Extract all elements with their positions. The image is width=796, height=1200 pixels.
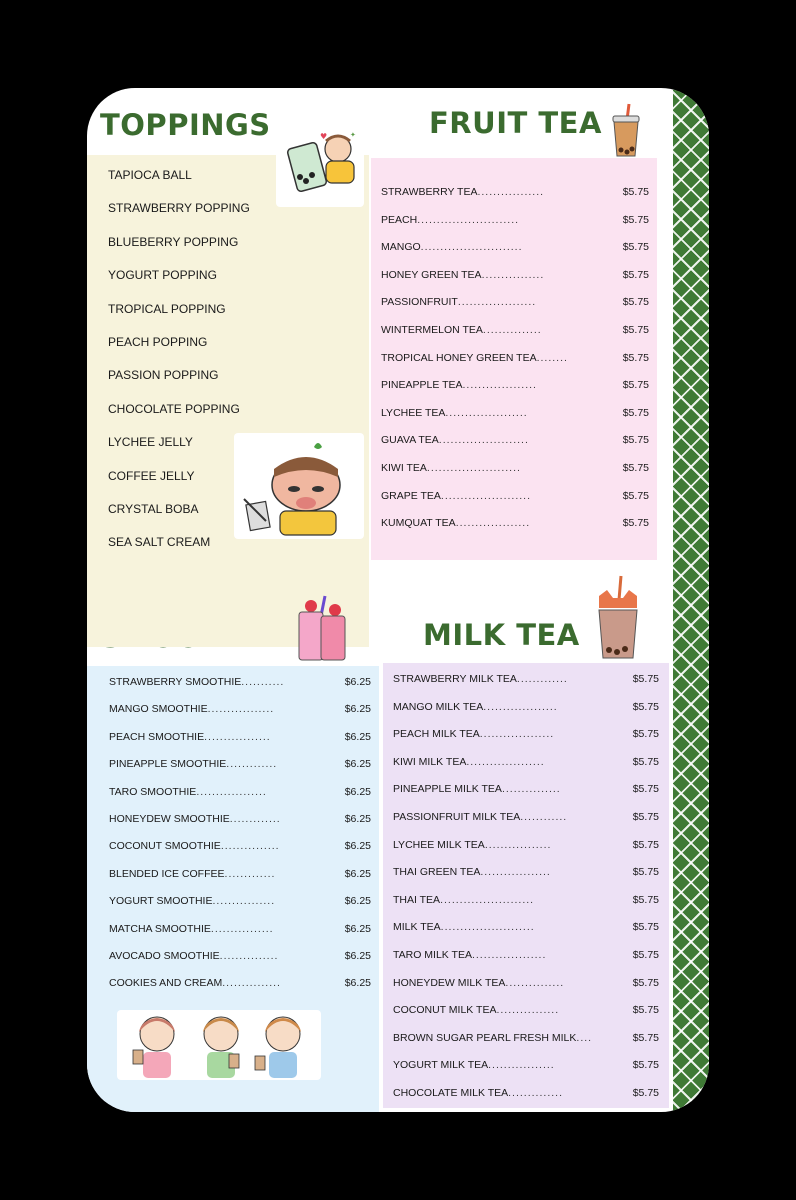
girls-drinking-illustration <box>117 1010 321 1080</box>
item-price: $5.75 <box>622 406 649 419</box>
dot-leader: ........ <box>536 351 568 364</box>
item-price: $5.75 <box>622 213 649 226</box>
topping-item: PASSION POPPING <box>108 368 219 383</box>
item-price: $6.25 <box>344 950 371 962</box>
menu-row <box>393 673 659 685</box>
item-name: TARO MILK TEA <box>393 949 472 961</box>
item-price: $5.75 <box>622 489 649 502</box>
menu-row <box>393 783 659 795</box>
item-price: $5.75 <box>632 949 659 961</box>
item-price: $6.25 <box>344 676 371 688</box>
item-name: PEACH MILK TEA <box>393 728 480 741</box>
menu-row <box>109 868 371 880</box>
topping-item: COFFEE JELLY <box>108 468 195 483</box>
item-price: $5.75 <box>632 976 659 989</box>
item-name: MANGO SMOOTHIE <box>109 703 208 716</box>
menu-row <box>393 866 659 878</box>
topping-item: YOGURT POPPING <box>108 268 217 283</box>
fruit-tea-panel <box>371 158 657 560</box>
dot-leader: ............. <box>226 758 278 771</box>
item-name: MILK TEA <box>393 921 441 934</box>
menu-row <box>109 703 371 715</box>
item-name: PINEAPPLE MILK TEA <box>393 783 502 796</box>
menu-row <box>109 676 371 688</box>
baby-drinking-illustration <box>276 127 364 207</box>
topping-item: TAPIOCA BALL <box>108 168 192 182</box>
menu-row <box>393 1059 659 1071</box>
dot-leader: ........... <box>241 676 285 688</box>
item-name: STRAWBERRY SMOOTHIE <box>109 676 242 688</box>
item-price: $6.25 <box>344 977 371 990</box>
item-name: PINEAPPLE TEA <box>381 379 463 392</box>
dot-leader: ................ <box>496 1004 560 1017</box>
menu-row <box>381 434 649 446</box>
menu-row <box>109 923 371 935</box>
dot-leader: ..................... <box>445 406 528 419</box>
dot-leader: ............... <box>222 977 281 990</box>
menu-row <box>109 895 371 907</box>
item-price: $6.25 <box>344 922 371 935</box>
item-price: $5.75 <box>622 296 649 309</box>
dot-leader: ................... <box>479 728 555 741</box>
topping-item: LYCHEE JELLY <box>108 435 193 450</box>
item-name: PINEAPPLE SMOOTHIE <box>109 758 227 771</box>
item-price: $5.75 <box>622 241 649 254</box>
menu-row <box>381 269 649 281</box>
menu-row <box>393 1032 659 1044</box>
svg-text:♥: ♥ <box>320 132 328 141</box>
fruit-tea-heading: FRUIT TEA <box>429 106 602 140</box>
dot-leader: .................. <box>196 785 267 798</box>
item-name: KIWI TEA <box>381 462 427 474</box>
item-name: THAI TEA <box>393 893 441 906</box>
bubble-tea-cup-icon <box>609 102 643 160</box>
dot-leader: .......................... <box>420 241 523 254</box>
dot-leader: ................... <box>462 379 537 392</box>
dot-leader: ................. <box>204 730 271 743</box>
dot-leader: .... <box>576 1031 593 1044</box>
item-price: $5.75 <box>632 728 659 741</box>
item-price: $5.75 <box>632 921 659 934</box>
item-price: $5.75 <box>632 811 659 823</box>
dot-leader: .................... <box>466 755 545 768</box>
item-name: YOGURT SMOOTHIE <box>109 895 213 908</box>
character-drinking-illustration <box>234 433 364 539</box>
svg-text:✦: ✦ <box>350 131 356 139</box>
menu-row <box>109 758 371 770</box>
item-price: $6.25 <box>344 813 371 825</box>
item-name: CHOCOLATE MILK TEA <box>393 1087 509 1099</box>
item-name: HONEY GREEN TEA <box>381 268 482 281</box>
item-price: $5.75 <box>632 1059 659 1072</box>
dot-leader: ............. <box>516 673 568 685</box>
item-price: $5.75 <box>632 838 659 851</box>
item-price: $6.25 <box>344 758 371 771</box>
menu-row <box>381 186 649 198</box>
dot-leader: ............... <box>219 950 279 962</box>
dot-leader: ................. <box>477 186 545 198</box>
menu-row <box>381 241 649 253</box>
milk-tea-cup-icon <box>593 574 643 664</box>
toppings-heading: TOPPINGS <box>100 108 271 142</box>
item-name: HONEYDEW MILK TEA <box>393 976 506 989</box>
item-name: LYCHEE TEA <box>381 406 446 419</box>
item-price: $6.25 <box>344 895 371 908</box>
item-name: PASSIONFRUIT MILK TEA <box>393 811 521 823</box>
menu-row <box>109 977 371 989</box>
menu-row <box>393 756 659 768</box>
item-price: $5.75 <box>632 783 659 796</box>
menu-row <box>393 701 659 713</box>
topping-item: CRYSTAL BOBA <box>108 502 199 516</box>
item-name: MANGO <box>381 241 421 254</box>
item-name: GRAPE TEA <box>381 489 441 502</box>
menu-row <box>393 839 659 851</box>
item-price: $6.25 <box>344 730 371 743</box>
dot-leader: ........................ <box>440 893 535 906</box>
dot-leader: .................. <box>480 866 551 879</box>
zigzag-border <box>673 88 709 1112</box>
item-name: AVOCADO SMOOTHIE <box>109 950 220 962</box>
dot-leader: ........................ <box>440 921 535 934</box>
menu-row <box>109 786 371 798</box>
dot-leader: ............... <box>505 976 565 989</box>
item-name: COCONUT MILK TEA <box>393 1004 497 1017</box>
item-name: BLENDED ICE COFFEE <box>109 867 225 880</box>
item-price: $5.75 <box>632 755 659 768</box>
menu-row <box>109 840 371 852</box>
item-name: PEACH SMOOTHIE <box>109 730 205 743</box>
item-name: PASSIONFRUIT <box>381 296 458 309</box>
item-price: $5.75 <box>622 434 649 447</box>
item-price: $5.75 <box>632 893 659 906</box>
item-price: $5.75 <box>632 1004 659 1017</box>
dot-leader: ................. <box>488 1059 555 1072</box>
dot-leader: ....................... <box>440 489 532 502</box>
topping-item: PEACH POPPING <box>108 335 208 349</box>
topping-item: STRAWBERRY POPPING <box>108 201 250 216</box>
menu-row <box>393 894 659 906</box>
menu-row <box>381 324 649 336</box>
dot-leader: ................ <box>212 895 276 908</box>
menu-row <box>381 379 649 391</box>
dot-leader: .............. <box>508 1087 563 1099</box>
toppings-panel <box>87 155 369 647</box>
item-price: $5.75 <box>632 673 659 685</box>
item-name: WINTERMELON TEA <box>381 324 483 336</box>
dot-leader: ................. <box>207 703 275 716</box>
menu-row <box>381 214 649 226</box>
item-name: BROWN SUGAR PEARL FRESH MILK <box>393 1031 577 1044</box>
menu-row <box>393 921 659 933</box>
dot-leader: ............... <box>501 783 561 796</box>
dot-leader: ............. <box>224 867 276 880</box>
menu-card <box>87 88 709 1112</box>
dot-leader: ................... <box>455 517 531 530</box>
menu-row <box>393 811 659 823</box>
menu-row <box>393 728 659 740</box>
item-price: $5.75 <box>632 1087 659 1099</box>
item-name: YOGURT MILK TEA <box>393 1059 489 1072</box>
item-price: $6.25 <box>344 703 371 716</box>
item-price: $5.75 <box>622 351 649 364</box>
milk-tea-panel <box>383 663 669 1108</box>
dot-leader: ................ <box>210 922 274 935</box>
item-price: $5.75 <box>632 700 659 713</box>
dot-leader: ............. <box>229 813 281 825</box>
menu-row <box>381 462 649 474</box>
item-name: GUAVA TEA <box>381 434 439 447</box>
menu-row <box>393 1004 659 1016</box>
item-price: $6.25 <box>344 867 371 880</box>
menu-row <box>381 352 649 364</box>
item-name: COOKIES AND CREAM <box>109 977 223 990</box>
item-price: $6.25 <box>344 840 371 853</box>
milk-tea-heading: MILK TEA <box>423 618 580 652</box>
menu-row <box>381 517 649 529</box>
item-price: $5.75 <box>632 1031 659 1044</box>
menu-row <box>393 977 659 989</box>
topping-item: SEA SALT CREAM <box>108 535 211 550</box>
dot-leader: ................... <box>471 949 547 961</box>
menu-row <box>109 731 371 743</box>
item-price: $5.75 <box>632 866 659 879</box>
dot-leader: ................ <box>481 268 545 281</box>
dot-leader: ................... <box>483 700 558 713</box>
item-price: $6.25 <box>344 785 371 798</box>
item-name: TROPICAL HONEY GREEN TEA <box>381 351 537 364</box>
dot-leader: ............ <box>520 811 568 823</box>
dot-leader: .......................... <box>417 213 520 226</box>
item-name: MANGO MILK TEA <box>393 700 484 713</box>
dot-leader: ............... <box>220 840 280 853</box>
item-price: $5.75 <box>622 517 649 530</box>
topping-item: BLUEBERRY POPPING <box>108 234 239 249</box>
item-name: KIWI MILK TEA <box>393 755 467 768</box>
item-name: TARO SMOOTHIE <box>109 785 197 798</box>
menu-row <box>381 296 649 308</box>
menu-row <box>393 949 659 961</box>
item-name: COCONUT SMOOTHIE <box>109 840 221 853</box>
item-price: $5.75 <box>622 324 649 336</box>
item-price: $5.75 <box>622 379 649 392</box>
dot-leader: .................... <box>457 296 537 309</box>
menu-row <box>381 407 649 419</box>
dot-leader: ................. <box>484 838 552 851</box>
topping-item: TROPICAL POPPING <box>108 301 226 316</box>
menu-row <box>393 1087 659 1099</box>
topping-item: CHOCOLATE POPPING <box>108 401 240 416</box>
item-name: LYCHEE MILK TEA <box>393 838 485 851</box>
item-name: HONEYDEW SMOOTHIE <box>109 813 230 825</box>
item-price: $5.75 <box>622 462 649 474</box>
menu-row <box>109 813 371 825</box>
menu-row <box>381 490 649 502</box>
smoothie-glasses-icon <box>297 594 349 664</box>
dot-leader: ....................... <box>438 434 529 447</box>
dot-leader: ........................ <box>426 462 521 474</box>
dot-leader: ............... <box>482 324 542 336</box>
item-name: MATCHA SMOOTHIE <box>109 922 211 935</box>
menu-row <box>109 950 371 962</box>
item-price: $5.75 <box>622 186 649 198</box>
item-name: KUMQUAT TEA <box>381 517 456 530</box>
item-name: PEACH <box>381 213 418 226</box>
item-name: STRAWBERRY MILK TEA <box>393 673 517 685</box>
item-name: THAI GREEN TEA <box>393 866 481 879</box>
item-name: STRAWBERRY TEA <box>381 186 478 198</box>
item-price: $5.75 <box>622 268 649 281</box>
